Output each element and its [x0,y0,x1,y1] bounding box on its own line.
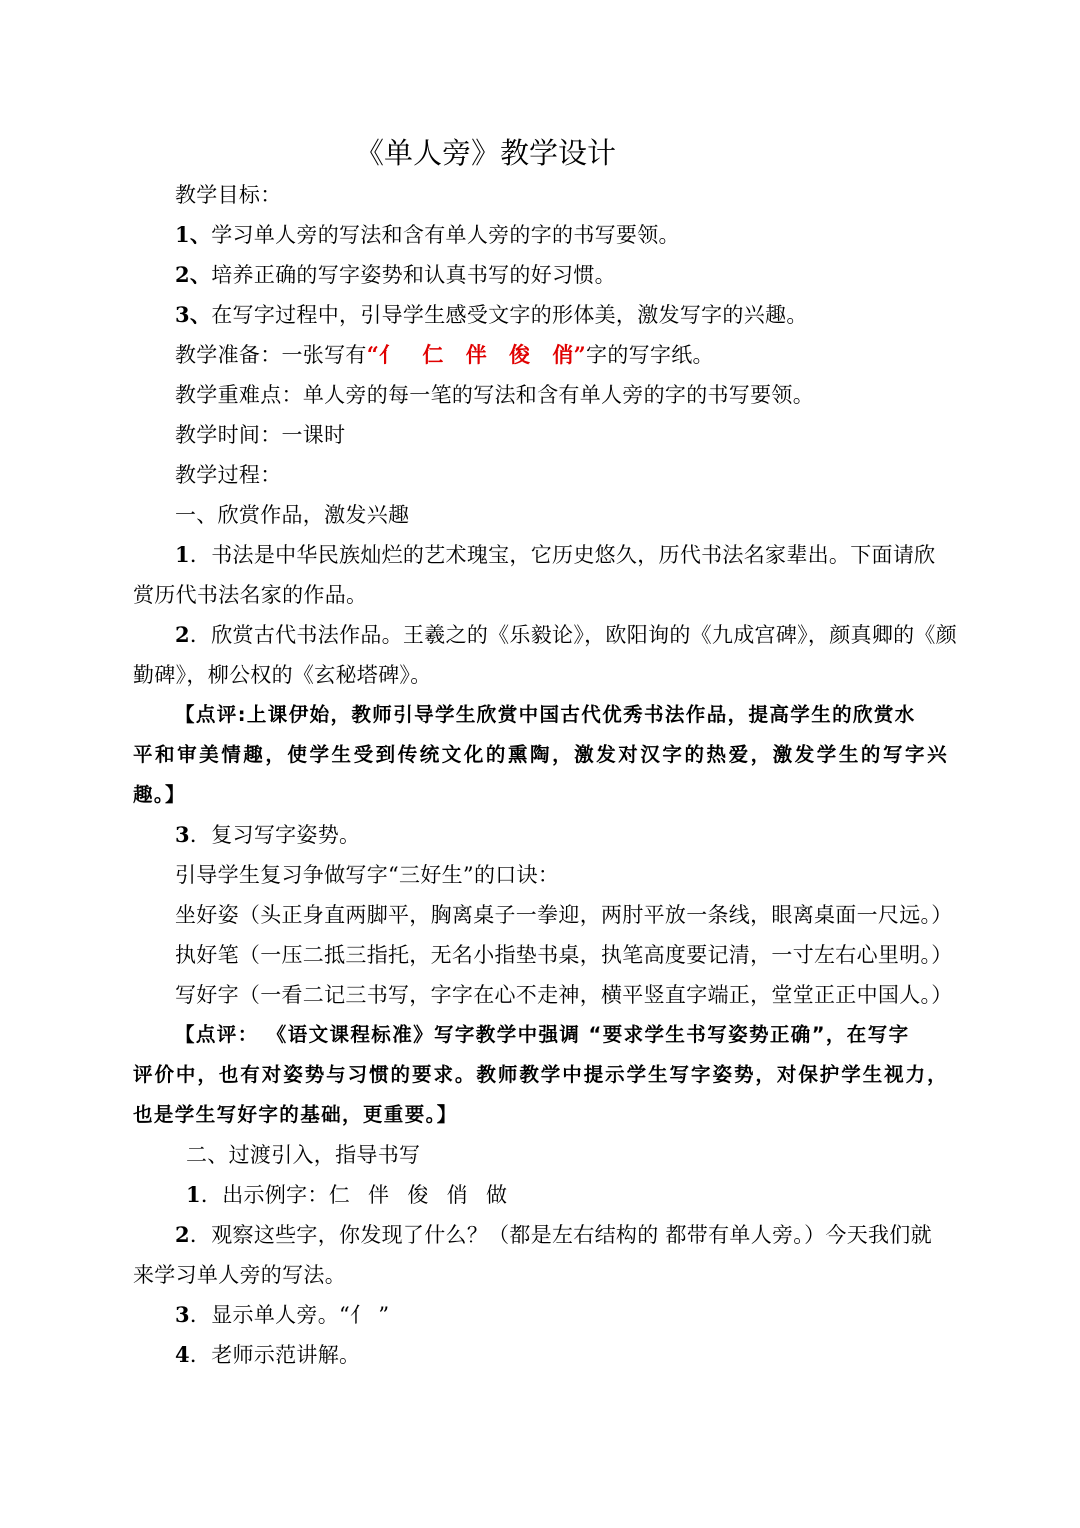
time-text: 一课时 [281,423,346,447]
prep-char: 俊 [509,342,531,367]
section1-paragraph-2-line-2: 勤碑》，柳公权的《玄秘塔碑》。 [133,663,432,687]
paragraph-number: 3 [175,1302,190,1327]
example-char: 做 [485,1183,508,1207]
paragraph-number: 2 [175,1222,190,1247]
paragraph-number: 3 [175,822,190,847]
example-char: 俏 [446,1183,468,1207]
key-points [175,381,814,409]
section1-paragraph-1-line-1 [175,541,935,569]
teaching-prep [175,341,714,369]
section1-heading: 一、欣赏作品，激发兴趣 [175,503,410,527]
section2-paragraph-3 [175,1301,389,1329]
example-char: 仁 [328,1183,351,1207]
goal-text: 培养正确的写字姿势和认真书写的好习惯。 [211,263,616,287]
example-char: 俊 [407,1183,429,1207]
teaching-time [175,421,345,449]
goal-text: 学习单人旁的写法和含有单人旁的字的书写要领。 [211,223,680,247]
paragraph-number: 1 [186,1182,201,1207]
goal-number: 2、 [175,262,212,287]
paragraph-text: ．观察这些字，你发现了什么？（都是左右结构的 都带有单人旁。）今天我们就 [189,1223,932,1247]
page-title: 《单人旁》教学设计 [355,136,617,170]
section1-paragraph-1-line-2: 赏历代书法名家的作品。 [133,583,368,607]
section1-paragraph-2-line-1 [175,621,957,649]
prep-open-quote: “ [366,342,380,367]
section2-paragraph-2-line-2: 来学习单人旁的写法。 [133,1263,346,1287]
goal-text: 在写字过程中，引导学生感受文字的形体美，激发写字的兴趣。 [211,303,808,327]
paragraph-label: ．出示例字： [200,1183,329,1207]
prep-char: 伴 [465,342,488,367]
paragraph-text: ．复习写字姿势。 [189,823,361,847]
key-points-text: 单人旁的每一笔的写法和含有单人旁的字的书写要领。 [302,383,815,407]
paragraph-number: 2 [175,622,190,647]
process-heading: 教学过程： [175,463,282,487]
comment-2-line-2: 评价中，也有对姿势与习惯的要求。教师教学中提示学生写字姿势，对保护学生视力， [133,1063,948,1086]
section2-paragraph-2-line-1 [175,1221,932,1249]
goal-item-3 [175,301,808,329]
paragraph-text: ．老师示范讲解。 [189,1343,361,1367]
prep-before: 一张写有 [281,343,367,367]
comment-2-line-1: 【点评： 《语文课程标准》写字教学中强调 “要求学生书写姿势正确”，在写字 [175,1023,910,1046]
prep-close-quote: ” [573,342,587,367]
rhyme-sitting: 坐好姿（头正身直两脚平，胸离桌子一拳迎，两肘平放一条线，眼离桌面一尺远。） [175,903,953,927]
comment-1-line-1: 【点评:上课伊始，教师引导学生欣赏中国古代优秀书法作品，提高学生的欣赏水 [175,703,916,726]
section2-heading: 二、过渡引入，指导书写 [186,1143,421,1167]
rhyme-holding-pen: 执好笔（一压二抵三指托，无名小指垫书桌，执笔高度要记清，一寸左右心里明。） [175,943,953,967]
paragraph-number: 1 [175,542,190,567]
section2-paragraph-4 [175,1341,360,1369]
goals-heading: 教学目标： [175,183,282,207]
paragraph-text: ．显示单人旁。“亻 ” [189,1303,390,1327]
prep-after: 字的写字纸。 [586,343,714,367]
paragraph-text: ．书法是中华民族灿烂的艺术瑰宝，它历史悠久，历代书法名家辈出。下面请欣 [189,543,936,567]
paragraph-text: ．欣赏古代书法作品。王羲之的《乐毅论》，欧阳询的《九成宫碑》，颜真卿的《颜 [189,623,958,647]
section1-paragraph-3 [175,821,360,849]
comment-1-line-3: 趣。】 [133,783,186,806]
example-char: 伴 [368,1183,390,1207]
goal-number: 1、 [175,222,212,247]
goal-number: 3、 [175,302,212,327]
section2-paragraph-1 [186,1181,507,1209]
prep-char: 俏 [552,342,574,367]
prep-char: 亻 [379,342,401,367]
goal-item-1 [175,221,680,249]
goal-item-2 [175,261,616,289]
prep-char: 仁 [422,342,444,367]
comment-2-line-3: 也是学生写好字的基础，更重要。】 [133,1103,458,1126]
prep-label: 教学准备： [175,343,282,367]
rhyme-intro: 引导学生复习争做写字“三好生”的口诀： [175,863,560,887]
time-label: 教学时间： [175,423,282,447]
key-points-label: 教学重难点： [175,383,303,407]
rhyme-writing: 写好字（一看二记三书写，字字在心不走神，横平竖直字端正，堂堂正正中国人。） [175,983,953,1007]
comment-1-line-2: 平和审美情趣，使学生受到传统文化的熏陶，激发对汉字的热爱，激发学生的写字兴 [133,743,948,766]
paragraph-number: 4 [175,1342,190,1367]
